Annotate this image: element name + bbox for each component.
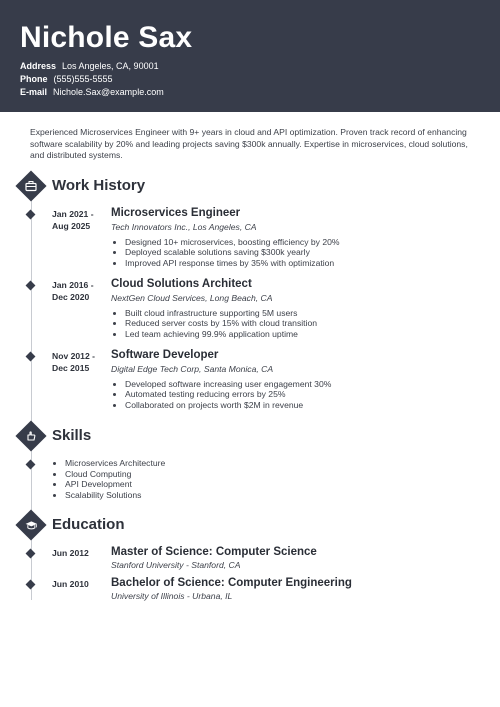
job-company: Digital Edge Tech Corp, Santa Monica, CA (111, 364, 274, 374)
timeline-marker (26, 352, 36, 362)
job-company: Tech Innovators Inc., Los Angeles, CA (111, 222, 257, 232)
job-date-end: Dec 2020 (52, 292, 90, 302)
graduation-cap-icon (15, 509, 46, 540)
skills-heading: Skills (52, 427, 92, 444)
timeline-marker (26, 281, 36, 291)
resume-header (0, 0, 500, 112)
job-date-start: Jan 2021 - (52, 209, 94, 219)
job-date-end: Aug 2025 (52, 221, 91, 231)
education-heading: Education (52, 516, 125, 533)
contact-phone (20, 73, 113, 85)
phone-label: Phone (20, 74, 48, 84)
education-school: University of Illinois - Urbana, IL (111, 591, 233, 601)
job-bullet: • Developed software increasing user engagement 30% (125, 379, 331, 389)
job-title: Software Developer (111, 349, 219, 361)
job-bullet: • Deployed scalable solutions saving $300k yearly (125, 247, 340, 257)
skill-item: • Scalability Solutions (65, 490, 165, 501)
professional-summary: Experienced Microservices Engineer with 9+ years in cloud and API optimization. Proven track record of enhancing software scalability by 20% and leading projects saving $300k annually. Expertise in microservices, cloud solutions, and distributed systems. (30, 127, 468, 160)
address-value: Los Angeles, CA, 90001 (62, 61, 159, 71)
job-date-start: Nov 2012 - (52, 351, 95, 361)
briefcase-icon (15, 170, 46, 201)
contact-email (20, 86, 164, 98)
job-date-start: Jan 2016 - (52, 280, 94, 290)
timeline-marker (26, 580, 36, 590)
job-company: NextGen Cloud Services, Long Beach, CA (111, 293, 273, 303)
job-bullet: • Built cloud infrastructure supporting 5M users (125, 308, 317, 318)
job-bullet: • Automated testing reducing errors by 25% (125, 389, 331, 399)
job-bullets (111, 237, 340, 268)
skills-list (52, 458, 165, 500)
skill-item: • Microservices Architecture (65, 458, 165, 469)
timeline-marker (26, 460, 36, 470)
job-bullets (111, 379, 331, 410)
education-date: Jun 2010 (52, 579, 89, 589)
job-title: Microservices Engineer (111, 207, 241, 219)
work-history-heading: Work History (52, 177, 146, 194)
candidate-name: Nichole Sax (20, 21, 193, 54)
job-title: Cloud Solutions Architect (111, 278, 252, 290)
job-bullet: • Reduced server costs by 15% with cloud transition (125, 318, 317, 328)
job-bullets (111, 308, 317, 339)
contact-address (20, 60, 159, 72)
timeline-marker (26, 210, 36, 220)
skill-item: • API Development (65, 479, 165, 490)
email-label: E-mail (20, 87, 48, 97)
job-bullet: • Improved API response times by 35% with optimization (125, 258, 340, 268)
hand-icon (15, 420, 46, 451)
address-label: Address (20, 61, 57, 71)
education-degree: Bachelor of Science: Computer Engineering (111, 577, 352, 589)
education-date: Jun 2012 (52, 548, 89, 558)
education-degree: Master of Science: Computer Science (111, 546, 317, 558)
skill-item: • Cloud Computing (65, 469, 165, 480)
job-bullet: • Led team achieving 99.9% application uptime (125, 329, 317, 339)
job-bullet: • Designed 10+ microservices, boosting efficiency by 20% (125, 237, 340, 247)
phone-value: (555)555-5555 (53, 74, 113, 84)
job-bullet: • Collaborated on projects worth $2M in revenue (125, 400, 331, 410)
job-date-end: Dec 2015 (52, 363, 90, 373)
education-school: Stanford University - Stanford, CA (111, 560, 241, 570)
email-value[interactable]: Nichole.Sax@example.com (53, 87, 164, 97)
timeline-marker (26, 549, 36, 559)
